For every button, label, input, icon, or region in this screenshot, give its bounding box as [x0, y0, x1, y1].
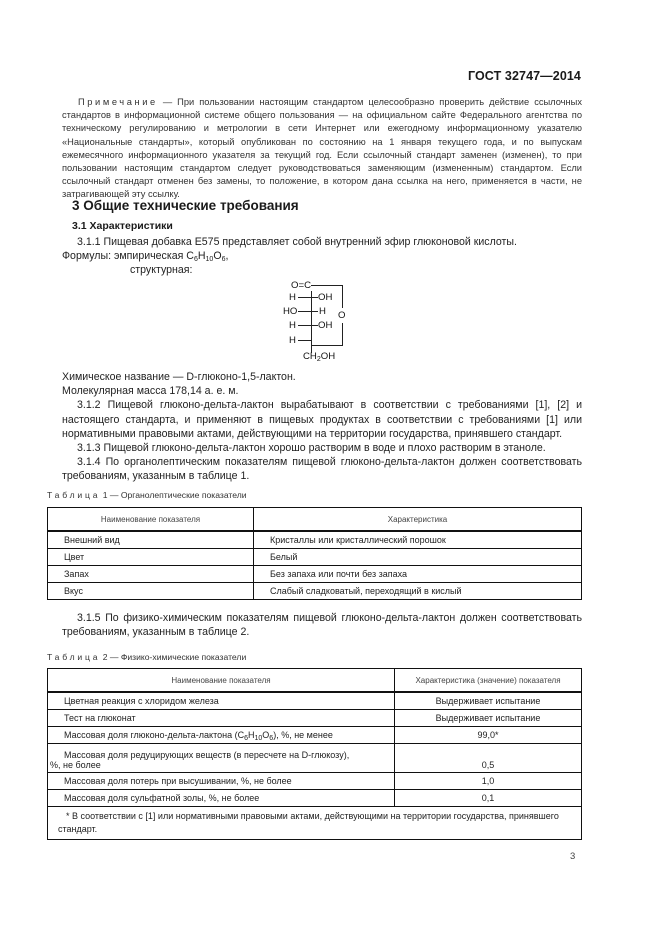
struct-top: O=C	[291, 280, 311, 291]
table-row	[48, 727, 582, 744]
struct-bond	[298, 340, 311, 341]
table2-header-value: Характеристика (значение) показателя	[395, 669, 582, 693]
table2-cell: 99,0*	[395, 727, 582, 744]
p313-text: 3.1.3 Пищевой глюконо-дельта-лактон хорошо растворим в воде и плохо растворим в этаноле.	[77, 442, 546, 455]
table-row	[48, 790, 582, 807]
table2-cell: Тест на глюконат	[48, 710, 395, 727]
table-header-row	[48, 669, 582, 693]
footnote-text: * В соответствии с [1] или нормативными правовыми актами, действующими на территории государства, принявшего стандарт.	[58, 811, 559, 834]
p312-text: 3.1.2 Пищевой глюконо-дельта-лактон вырабатывают в соответствии с требованиями [1], [2] и настоящего стандарта, и применяют в пищевых продуктах в соответствии с требованиями [1] или нормативными правовыми актами, действующими на территории государства, принявшего стандарт.	[62, 399, 582, 440]
paragraph-3-1-5	[62, 611, 582, 639]
table-row	[48, 692, 582, 710]
table1-header-name: Наименование показателя	[48, 508, 254, 532]
formula-o: O	[213, 250, 222, 263]
standard-code-header: ГОСТ 32747—2014	[467, 69, 581, 83]
table2-cell: Массовая доля потерь при высушивании, %, не более	[48, 773, 395, 790]
struct-ch-sub: 2	[316, 356, 321, 363]
note-text: — При пользовании настоящим стандартом целесообразно проверить действие ссылочных стандартов в информационной системе общего пользования — на официальном сайте Федерального агентства по техническому регулированию и метрологии в сети Интернет или ежегодному информационному указателю «Национальные стандарты», который опубликован по состоянию на 1 января текущего года, и по выпускам ежемесячного информационного указателя за текущий год. Если ссылочный стандарт заменен (изменен), то при пользовании настоящим стандартом следует руководствоваться заменяющим (измененным) стандартом. Если ссылочный стандарт отменен без замены, то положение, в котором дана ссылка на него, применяется в части, не затрагивающей эту ссылку.	[62, 97, 582, 200]
formula-h: H	[197, 250, 206, 263]
table2-footnote	[48, 807, 582, 840]
formula-line	[62, 249, 582, 263]
chemical-name: Химическое название — D-глюконо-1,5-лактон.	[62, 371, 296, 383]
row3-sub: 6	[244, 735, 248, 742]
table-footnote-row	[48, 807, 582, 840]
row3-sub: 10	[254, 735, 263, 742]
row4-line2: %, не более	[50, 760, 101, 770]
struct-ring-o: O	[338, 310, 346, 321]
p315-text: 3.1.5 По физико-химическим показателям пищевой глюконо-дельта-лактон должен соответствовать требованиям, указанным в таблице 2.	[62, 612, 582, 639]
p314-text: 3.1.4 По органолептическим показателям пищевой глюконо-дельта-лактон должен соответствовать требованиям, указанным в таблице 1.	[62, 456, 582, 483]
table1-caption-text: 1 — Органолептические показатели	[102, 490, 247, 500]
section-title: 3 Общие технические требования	[72, 198, 299, 213]
table-row	[48, 583, 582, 600]
table2-header-name: Наименование показателя	[48, 669, 395, 693]
struct-r2-right: H	[319, 306, 326, 317]
struct-ch: CH	[303, 351, 317, 362]
row3-text: Массовая доля глюконо-дельта-лактона (C	[64, 730, 245, 740]
struct-bond	[311, 285, 342, 286]
table-header-row	[48, 508, 582, 532]
struct-bond	[298, 311, 311, 312]
struct-bond	[311, 297, 318, 298]
table2-cell: 1,0	[395, 773, 582, 790]
p311-text: 3.1.1 Пищевая добавка Е575 представляет собой внутренний эфир глюконовой кислоты.	[77, 236, 517, 248]
table-row	[48, 531, 582, 549]
table1-cell: Кристаллы или кристаллический порошок	[254, 531, 582, 549]
table-row	[48, 710, 582, 727]
table-row	[48, 773, 582, 790]
table1-cell: Без запаха или почти без запаха	[254, 566, 582, 583]
table2-cell	[48, 727, 395, 744]
table2-cell: 0,5	[395, 744, 582, 773]
table-row	[48, 549, 582, 566]
table2-cell: 0,1	[395, 790, 582, 807]
molecular-mass: Молекулярная масса 178,14 а. е. м.	[62, 385, 239, 398]
table-organoleptic	[47, 507, 582, 600]
struct-bond	[298, 297, 311, 298]
formula-c-sub: 6	[193, 256, 198, 264]
struct-bottom	[303, 351, 335, 362]
table1-cell: Белый	[254, 549, 582, 566]
table1-header-characteristic: Характеристика	[254, 508, 582, 532]
table2-cell: Цветная реакция с хлоридом железа	[48, 692, 395, 710]
table-row	[48, 744, 582, 773]
formula-tail: ,	[225, 250, 229, 263]
table-row	[48, 566, 582, 583]
table-physicochemical	[47, 668, 582, 840]
note-label: Примечание	[78, 97, 158, 107]
struct-r1-right: OH	[318, 292, 333, 303]
struct-r1-left: H	[289, 292, 296, 303]
struct-bond	[342, 323, 343, 345]
structural-label: структурная:	[130, 264, 193, 277]
table2-cell: Массовая доля сульфатной золы, %, не более	[48, 790, 395, 807]
formula-h-sub: 10	[205, 256, 214, 264]
formula-o-sub: 6	[221, 256, 226, 264]
table2-caption-text: 2 — Физико-химические показатели	[102, 652, 247, 662]
struct-bond	[342, 285, 343, 308]
struct-r3-left: H	[289, 320, 296, 331]
struct-r4-left: H	[289, 335, 296, 346]
struct-bond	[298, 325, 311, 326]
struct-backbone	[311, 291, 312, 353]
table1-caption	[47, 490, 247, 500]
table2-cell: Выдерживает испытание	[395, 710, 582, 727]
table2-caption	[47, 652, 246, 662]
page-number: 3	[570, 851, 576, 862]
table1-caption-label: Таблица	[47, 490, 101, 500]
note-block	[62, 96, 582, 202]
struct-bond	[311, 311, 318, 312]
table1-cell: Запах	[48, 566, 254, 583]
struct-r2-left: HO	[283, 306, 298, 317]
table2-cell	[48, 744, 395, 773]
row3-tail: ), %, не менее	[273, 730, 333, 740]
structural-formula	[265, 275, 375, 365]
struct-bond	[311, 345, 343, 346]
row3-sub: 6	[269, 735, 274, 742]
paragraphs-3-1-2-to-3-1-4	[62, 370, 582, 484]
table2-cell: Выдерживает испытание	[395, 692, 582, 710]
table1-cell: Слабый сладковатый, переходящий в кислый	[254, 583, 582, 600]
struct-oh: OH	[320, 351, 336, 362]
formulas-label: Формулы: эмпирическая	[62, 250, 187, 263]
row3-h: H	[247, 730, 255, 740]
subsection-title: 3.1 Характеристики	[72, 220, 173, 232]
struct-r3-right: OH	[318, 320, 333, 331]
row4-line1: Массовая доля редуцирующих веществ (в пересчете на D-глюкозу),	[64, 750, 350, 760]
table1-cell: Внешний вид	[48, 531, 254, 549]
table1-cell: Вкус	[48, 583, 254, 600]
table2-caption-label: Таблица	[47, 652, 101, 662]
struct-bond	[311, 325, 318, 326]
row3-o: O	[262, 730, 270, 740]
paragraph-3-1-1	[62, 235, 582, 278]
formula-c: C	[186, 250, 194, 263]
table1-cell: Цвет	[48, 549, 254, 566]
